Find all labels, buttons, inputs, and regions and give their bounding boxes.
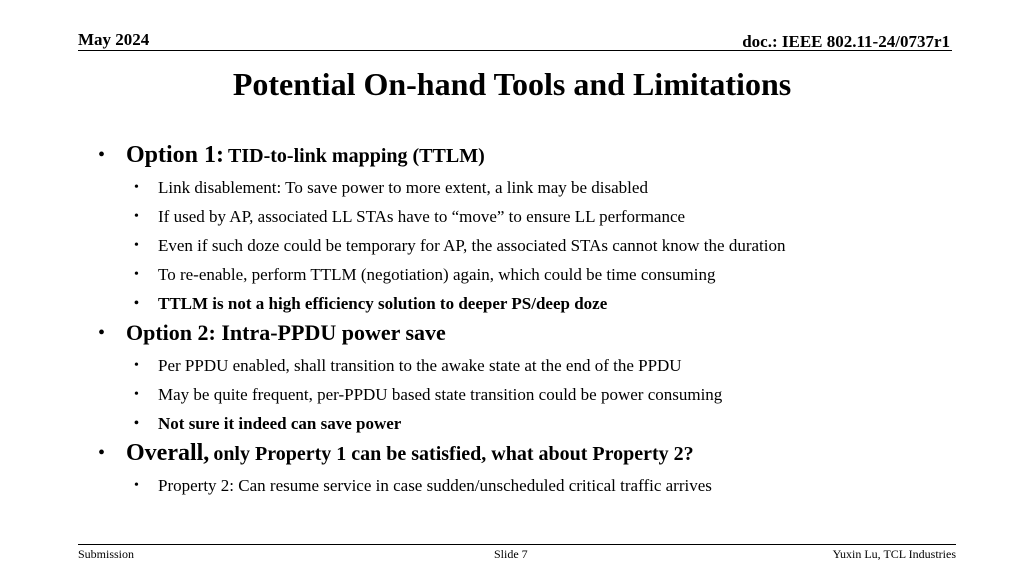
bullet-icon: •: [98, 144, 106, 166]
bullet-icon: •: [134, 209, 139, 224]
list-item-text: TTLM is not a high efficiency solution to deeper PS/deep doze: [158, 294, 608, 313]
list-item-text: May be quite frequent, per-PPDU based state transition could be power consuming: [158, 385, 723, 404]
bullet-icon: •: [134, 238, 139, 253]
overall-label: Overall,: [126, 440, 210, 466]
bullet-icon: •: [98, 322, 106, 344]
bullet-icon: •: [134, 478, 139, 493]
list-item: [98, 289, 958, 318]
bullet-icon: •: [134, 416, 139, 431]
list-item: [98, 471, 958, 500]
bullet-icon: •: [134, 180, 139, 195]
list-item-text: Link disablement: To save power to more extent, a link may be disabled: [158, 178, 648, 197]
list-item-text: Not sure it indeed can save power: [158, 414, 402, 433]
list-item: [98, 260, 958, 289]
bullet-icon: •: [98, 442, 106, 464]
footer-slide-number: Slide 7: [494, 547, 528, 561]
footer-submission: Submission: [78, 547, 135, 561]
bullet-icon: •: [134, 296, 139, 311]
option-1-label: Option 1:: [126, 142, 225, 168]
list-item-text: Property 2: Can resume service in case sudden/unscheduled critical traffic arrives: [158, 476, 712, 495]
list-item-text: Per PPDU enabled, shall transition to the awake state at the end of the PPDU: [158, 356, 682, 375]
list-item: [98, 380, 958, 409]
header-date: May 2024: [78, 30, 150, 49]
bullet-icon: •: [134, 267, 139, 282]
option-1-bullet: [98, 140, 958, 173]
list-item: [98, 351, 958, 380]
list-item: [98, 173, 958, 202]
slide-content: [98, 140, 958, 500]
list-item-text: If used by AP, associated LL STAs have to “move” to ensure LL performance: [158, 207, 686, 226]
header-doc-id: doc.: IEEE 802.11-24/0737r1: [742, 32, 950, 51]
option-2-bullet: [98, 318, 958, 351]
bullet-icon: •: [134, 387, 139, 402]
list-item: [98, 202, 958, 231]
list-item: [98, 409, 958, 438]
slide-title: Potential On-hand Tools and Limitations: [232, 66, 792, 102]
overall-heading: only Property 1 can be satisfied, what about Property 2?: [213, 443, 694, 465]
header-divider: [78, 50, 952, 51]
footer-divider: [78, 544, 956, 545]
list-item-text: Even if such doze could be temporary for AP, the associated STAs cannot know the duration: [158, 236, 786, 255]
footer-author: Yuxin Lu, TCL Industries: [832, 547, 956, 561]
list-item: [98, 231, 958, 260]
overall-bullet: [98, 438, 958, 471]
option-2-label: Option 2: Intra-PPDU power save: [126, 320, 446, 345]
list-item-text: To re-enable, perform TTLM (negotiation) again, which could be time consuming: [158, 265, 716, 284]
option-1-heading: TID-to-link mapping (TTLM): [228, 145, 485, 167]
bullet-icon: •: [134, 358, 139, 373]
